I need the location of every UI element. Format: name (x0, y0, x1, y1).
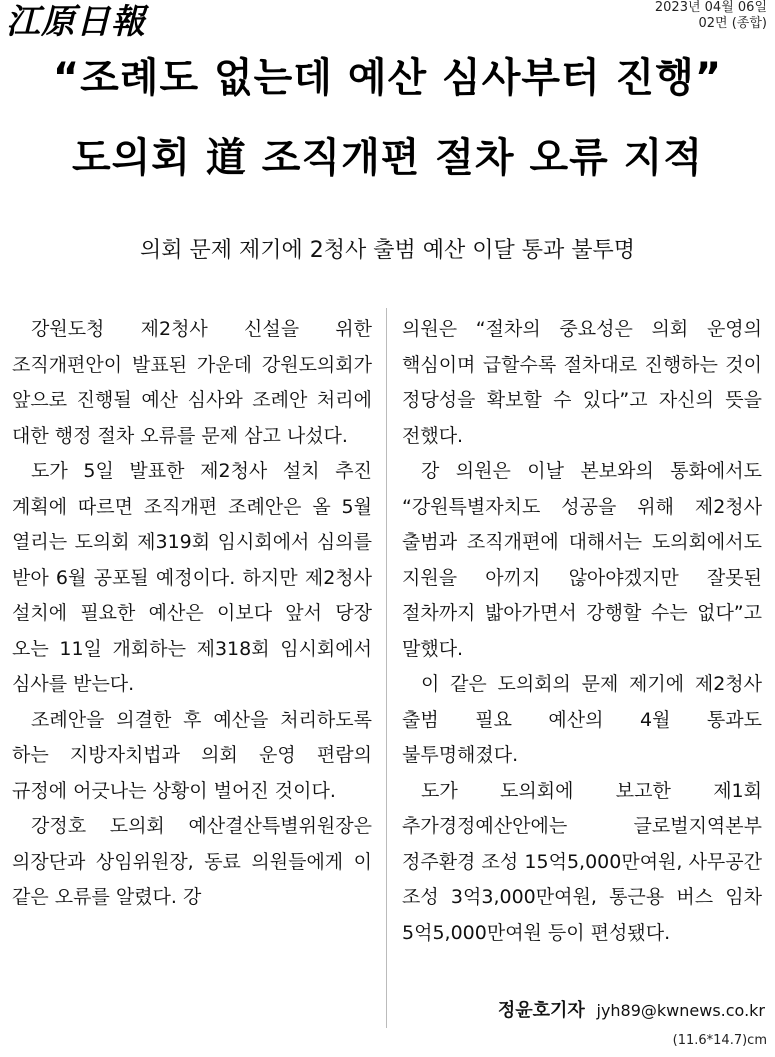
masthead (6, 0, 146, 44)
body-paragraph: 강정호 도의회 예산결산특별위원장은 의장단과 상임위원장, 동료 의원들에게 이 같은 오류를 알렸다. 강 (12, 815, 372, 908)
clipping-size-note: (11.6*14.7)cm (672, 1033, 767, 1048)
headline-line-2: 도의회 道 조직개편 절차 오류 지적 (72, 135, 703, 181)
newspaper-logo: 江原日報 (6, 2, 146, 42)
body-paragraph: 조례안을 의결한 후 예산을 처리하도록 하는 지방자치법과 의회 운영 편람의 규정에 어긋나는 상황이 벌어진 것이다. (12, 708, 372, 802)
publish-date: 2023년 04월 06일 (654, 0, 767, 15)
page-section: 02면 (종합) (698, 16, 767, 31)
body-paragraph: 강원도청 제2청사 신설을 위한 조직개편안이 발표된 가운데 강원도의회가 앞으로 진행될 예산 심사와 조례안 처리에 대한 행정 절차 오류를 문제 삼고 나섰다. (12, 318, 372, 447)
reporter-name: 정윤호기자 (497, 1000, 585, 1021)
column-divider (386, 308, 387, 1028)
body-paragraph: 이 같은 도의회의 문제 제기에 제2청사 출범 필요 예산의 4월 통과도 불투명해졌다. (402, 673, 762, 766)
headline-line-1: “조례도 없는데 예산 심사부터 진행” (52, 55, 723, 101)
reporter-email[interactable]: jyh89@kwnews.co.kr (596, 1001, 765, 1020)
body-paragraph: 강 의원은 이날 본보와의 통화에서도 “강원특별자치도 성공을 위해 제2청사 출범과 조직개편에 대해서는 도의회에서도 지원을 아끼지 않아야겠지만 잘못된 절차까지 밟아가면서 강행할 수는 없다”고 말했다. (402, 460, 762, 660)
article-column-left (12, 312, 372, 916)
byline (498, 998, 765, 1024)
body-paragraph: 도가 도의회에 보고한 제1회 추가경정예산안에는 글로벌지역본부 정주환경 조성 15억5,000만여원, 사무공간 조성 3억3,000만여원, 통근용 버스 임차 5억5,000만여원 등이 편성됐다. (402, 779, 762, 944)
subheadline: 의회 문제 제기에 2청사 출범 예산 이달 통과 불투명 (140, 238, 635, 263)
body-paragraph-continued: 의원은 “절차의 중요성은 의회 운영의 핵심이며 급할수록 절차대로 진행하는 것이 정당성을 확보할 수 있다”고 자신의 뜻을 전했다. (402, 318, 762, 447)
article-column-right (402, 312, 762, 951)
body-paragraph: 도가 5일 발표한 제2청사 설치 추진 계획에 따르면 조직개편 조례안은 올 5월 열리는 도의회 제319회 임시회에서 심의를 받아 6월 공포될 예정이다. 하지만 제2청사 설치에 필요한 예산은 이보다 앞서 당장 오는 11일 개회하는 제318회 임시회에서 심사를 받는다. (12, 460, 372, 695)
article-meta (655, 0, 767, 32)
